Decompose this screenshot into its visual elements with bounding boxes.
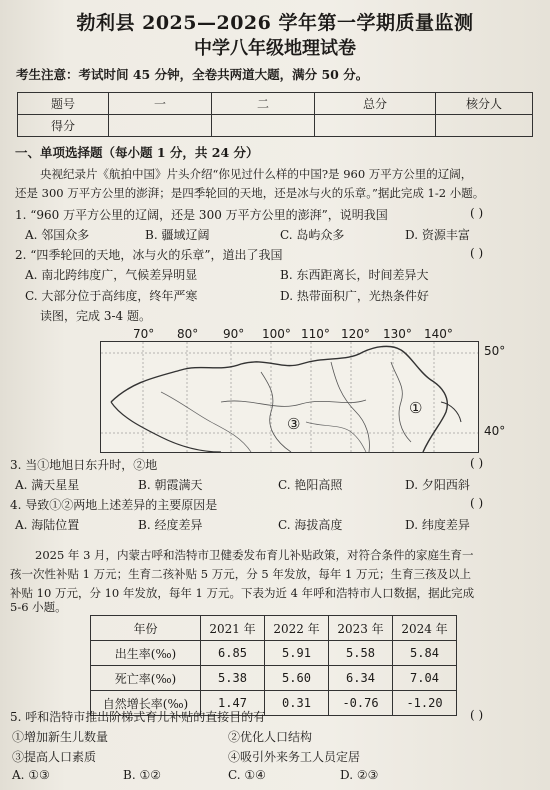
option[interactable]: A. 满天星星 xyxy=(15,478,80,492)
statement-item: ②优化人口结构 xyxy=(228,730,313,744)
longitude-label: 120° xyxy=(341,327,370,341)
option[interactable]: B. 东西距离长，时间差异大 xyxy=(280,268,429,282)
score-table-header-row xyxy=(18,93,533,115)
table-cell: -0.76 xyxy=(329,691,393,716)
answer-paren[interactable]: ( ) xyxy=(470,496,484,510)
longitude-label: 70° xyxy=(133,327,155,341)
table-cell: 5.91 xyxy=(265,641,329,666)
table-row xyxy=(91,666,457,691)
latitude-label: 50° xyxy=(484,344,506,358)
passage-text: 5-6 小题。 xyxy=(10,600,67,614)
row-label: 自然增长率(‰) xyxy=(91,691,201,716)
passage-text: 还是 300 万平方公里的澎湃；是四季轮回的天地，还是冰与火的乐章。”据此完成 1-2 小题。 xyxy=(15,186,485,200)
table-cell: 6.85 xyxy=(201,641,265,666)
answer-paren[interactable]: ( ) xyxy=(470,206,484,220)
longitude-label: 130° xyxy=(383,327,412,341)
option[interactable]: C. 大部分位于高纬度，终年严寒 xyxy=(25,289,198,303)
score-input-cell[interactable] xyxy=(212,115,315,137)
question-stem: 1. “960 万平方公里的辽阔，还是 300 万平方公里的澎湃”，说明我国 xyxy=(15,208,388,222)
statement-item: ③提高人口素质 xyxy=(12,750,97,764)
row-label: 死亡率(‰) xyxy=(91,666,201,691)
china-outline-map xyxy=(100,341,479,453)
option[interactable]: B. 经度差异 xyxy=(138,518,203,532)
passage-text: 补贴 10 万元，分 10 年发放，每年 1 万元。下表为近 4 年呼和浩特市人口数据，据此完成 xyxy=(10,586,475,600)
option[interactable]: B. ①② xyxy=(123,768,161,782)
map-drawing xyxy=(101,342,478,452)
table-cell: 5.58 xyxy=(329,641,393,666)
score-cell: 二 xyxy=(212,93,315,115)
option[interactable]: A. ①③ xyxy=(12,768,50,782)
table-cell: 5.84 xyxy=(393,641,457,666)
map-intro: 读图，完成 3-4 题。 xyxy=(40,309,151,323)
table-cell: 0.31 xyxy=(265,691,329,716)
question-stem: 4. 导致①②两地上述差异的主要原因是 xyxy=(10,498,218,512)
table-header-cell: 年份 xyxy=(91,616,201,641)
question-stem: 2. “四季轮回的天地，冰与火的乐章”，道出了我国 xyxy=(15,248,283,262)
row-label: 出生率(‰) xyxy=(91,641,201,666)
candidate-notice: 考生注意：考试时间 45 分钟，全卷共两道大题，满分 50 分。 xyxy=(16,67,369,82)
option[interactable]: B. 疆域辽阔 xyxy=(145,228,210,242)
table-cell: 7.04 xyxy=(393,666,457,691)
marker-1: ① xyxy=(409,399,423,417)
table-cell: 5.60 xyxy=(265,666,329,691)
table-header-cell: 2021 年 xyxy=(201,616,265,641)
score-input-cell[interactable] xyxy=(436,115,533,137)
statement-item: ①增加新生儿数量 xyxy=(12,730,109,744)
option[interactable]: A. 海陆位置 xyxy=(15,518,80,532)
table-cell: 5.38 xyxy=(201,666,265,691)
score-cell: 得分 xyxy=(18,115,109,137)
longitude-label: 90° xyxy=(223,327,245,341)
option[interactable]: D. ②③ xyxy=(340,768,379,782)
option[interactable]: C. 艳阳高照 xyxy=(278,478,343,492)
statement-item: ④吸引外来务工人员定居 xyxy=(228,750,361,764)
question-stem: 3. 当①地旭日东升时，②地 xyxy=(10,458,158,472)
marker-3: ③ xyxy=(287,415,301,433)
table-header-row xyxy=(91,616,457,641)
longitude-label: 140° xyxy=(424,327,453,341)
option[interactable]: C. 岛屿众多 xyxy=(280,228,345,242)
table-header-cell: 2022 年 xyxy=(265,616,329,641)
score-input-cell[interactable] xyxy=(315,115,436,137)
answer-paren[interactable]: ( ) xyxy=(470,708,484,722)
longitude-label: 80° xyxy=(177,327,199,341)
section-heading: 一、单项选择题（每小题 1 分，共 24 分） xyxy=(15,145,259,160)
score-cell: 总分 xyxy=(315,93,436,115)
question-stem: 5. 呼和浩特市推出阶梯式育儿补贴的直接目的有 xyxy=(10,710,266,724)
option[interactable]: B. 朝霞满天 xyxy=(138,478,203,492)
longitude-label: 100° xyxy=(262,327,291,341)
table-cell: 6.34 xyxy=(329,666,393,691)
passage-text: 2025 年 3 月，内蒙古呼和浩特市卫健委发布育儿补贴政策，对符合条件的家庭生育一 xyxy=(35,548,474,562)
score-table-row xyxy=(18,115,533,137)
answer-paren[interactable]: ( ) xyxy=(470,456,484,470)
score-input-cell[interactable] xyxy=(109,115,212,137)
score-cell: 题号 xyxy=(18,93,109,115)
passage-text: 央视纪录片《航拍中国》片头介绍“你见过什么样的中国?是 960 万平方公里的辽阔， xyxy=(40,167,473,181)
latitude-label: 40° xyxy=(484,424,506,438)
table-header-cell: 2024 年 xyxy=(393,616,457,641)
option[interactable]: A. 邻国众多 xyxy=(25,228,90,242)
option[interactable]: D. 夕阳西斜 xyxy=(405,478,470,492)
longitude-label: 110° xyxy=(301,327,330,341)
exam-title: 勃利县 2025—2026 学年第一学期质量监测 xyxy=(76,12,474,34)
option[interactable]: D. 资源丰富 xyxy=(405,228,470,242)
population-table xyxy=(90,615,457,716)
table-cell: 1.47 xyxy=(201,691,265,716)
table-row xyxy=(91,641,457,666)
option[interactable]: D. 热带面积广，光热条件好 xyxy=(280,289,429,303)
passage-text: 孩一次性补贴 1 万元；生育二孩补贴 5 万元，分 5 年发放，每年 1 万元；生育三孩及以上 xyxy=(10,567,472,581)
option[interactable]: C. ①④ xyxy=(228,768,266,782)
score-table xyxy=(17,92,533,137)
score-cell: 核分人 xyxy=(436,93,533,115)
option[interactable]: C. 海拔高度 xyxy=(278,518,343,532)
score-cell: 一 xyxy=(109,93,212,115)
option[interactable]: D. 纬度差异 xyxy=(405,518,470,532)
exam-subtitle: 中学八年级地理试卷 xyxy=(194,38,356,59)
table-header-cell: 2023 年 xyxy=(329,616,393,641)
answer-paren[interactable]: ( ) xyxy=(470,246,484,260)
option[interactable]: A. 南北跨纬度广，气候差异明显 xyxy=(25,268,198,282)
table-cell: -1.20 xyxy=(393,691,457,716)
